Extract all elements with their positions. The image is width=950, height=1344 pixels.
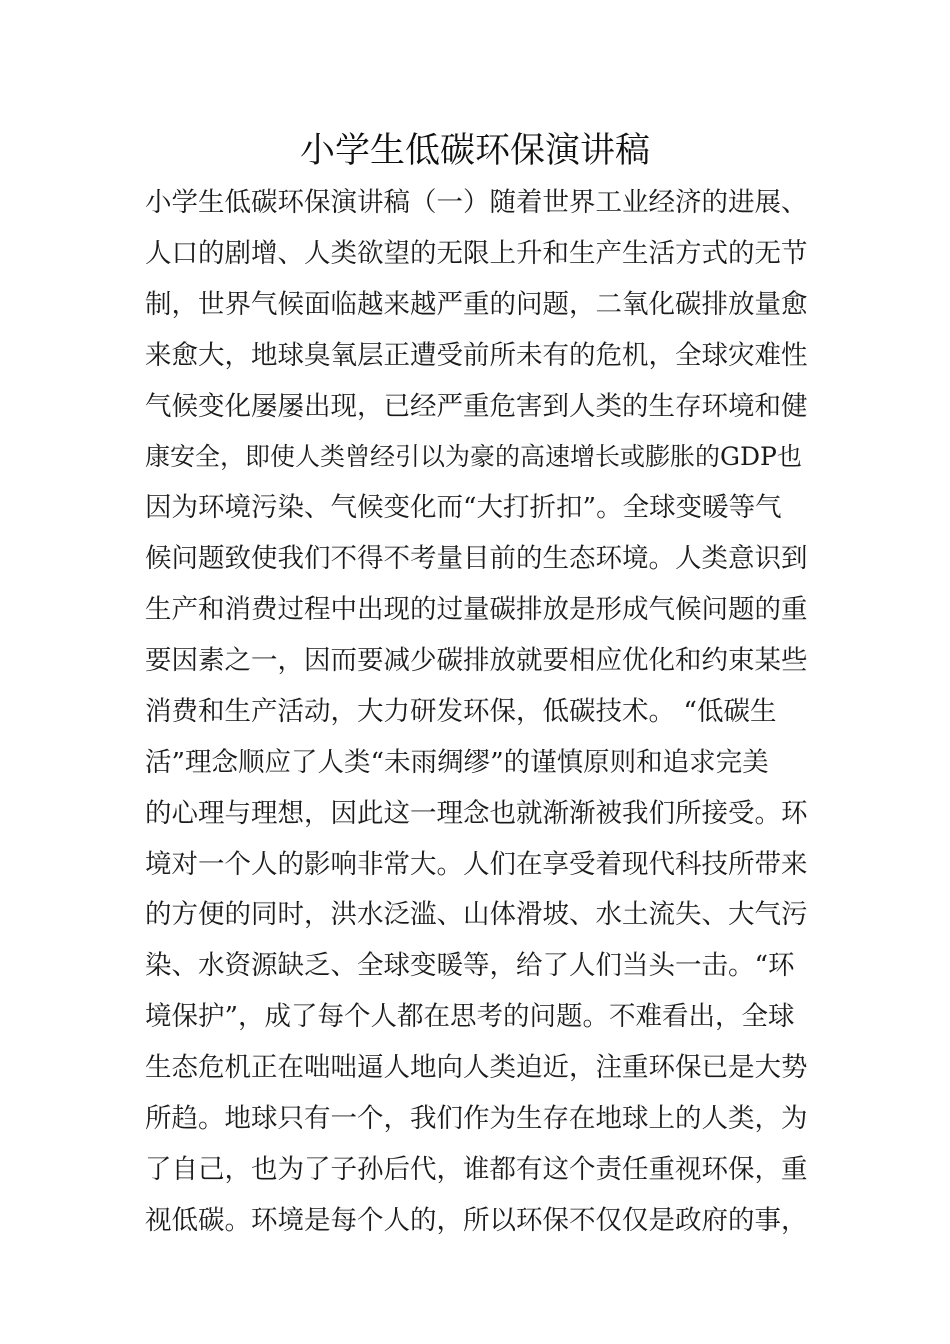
body-line: 境保护”，成了每个人都在思考的问题。不难看出，全球 [145,1001,795,1033]
body-line: 人口的剧增、人类欲望的无限上升和生产生活方式的无节 [145,237,808,269]
body-line: 了自己，也为了子孙后代，谁都有这个责任重视环保，重 [145,1153,808,1185]
body-line: 消费和生产活动，大力研发环保，低碳技术。 “低碳生 [145,695,777,727]
body-line: 的心理与理想，因此这一理念也就渐渐被我们所接受。环 [145,797,808,829]
body-line: 候问题致使我们不得不考量目前的生态环境。人类意识到 [145,543,808,575]
body-line: 生态危机正在咄咄逼人地向人类迫近，注重环保已是大势 [145,1052,808,1084]
document-title: 小学生低碳环保演讲稿 [299,131,650,171]
body-line: 来愈大，地球臭氧层正遭受前所未有的危机，全球灾难性 [145,339,808,371]
body-line: 气候变化屡屡出现，已经严重危害到人类的生存环境和健 [145,390,808,422]
body-line: 小学生低碳环保演讲稿（一）随着世界工业经济的进展、 [145,187,808,218]
body-line: 所趋。地球只有一个，我们作为生存在地球上的人类，为 [145,1103,808,1135]
body-line: 的方便的同时，洪水泛滥、山体滑坡、水土流失、大气污 [145,899,808,931]
body-line: 康安全，即使人类曾经引以为豪的高速增长或膨胀的GDP也 [145,442,802,472]
body-line: 视低碳。环境是每个人的，所以环保不仅仅是政府的事， [145,1204,808,1236]
body-line: 要因素之一，因而要减少碳排放就要相应优化和约束某些 [145,645,808,677]
body-line: 染、水资源缺乏、全球变暖等，给了人们当头一击。“环 [145,950,795,982]
body-line: 因为环境污染、气候变化而“大打折扣”。全球变暖等气 [145,492,782,524]
body-line: 活”理念顺应了人类“未雨绸缪”的谨慎原则和追求完美 [145,746,769,778]
body-line: 制，世界气候面临越来越严重的问题，二氧化碳排放量愈 [145,288,808,320]
body-line: 境对一个人的影响非常大。人们在享受着现代科技所带来 [145,848,808,880]
body-line: 生产和消费过程中出现的过量碳排放是形成气候问题的重 [145,594,808,626]
document-body [145,178,810,1247]
